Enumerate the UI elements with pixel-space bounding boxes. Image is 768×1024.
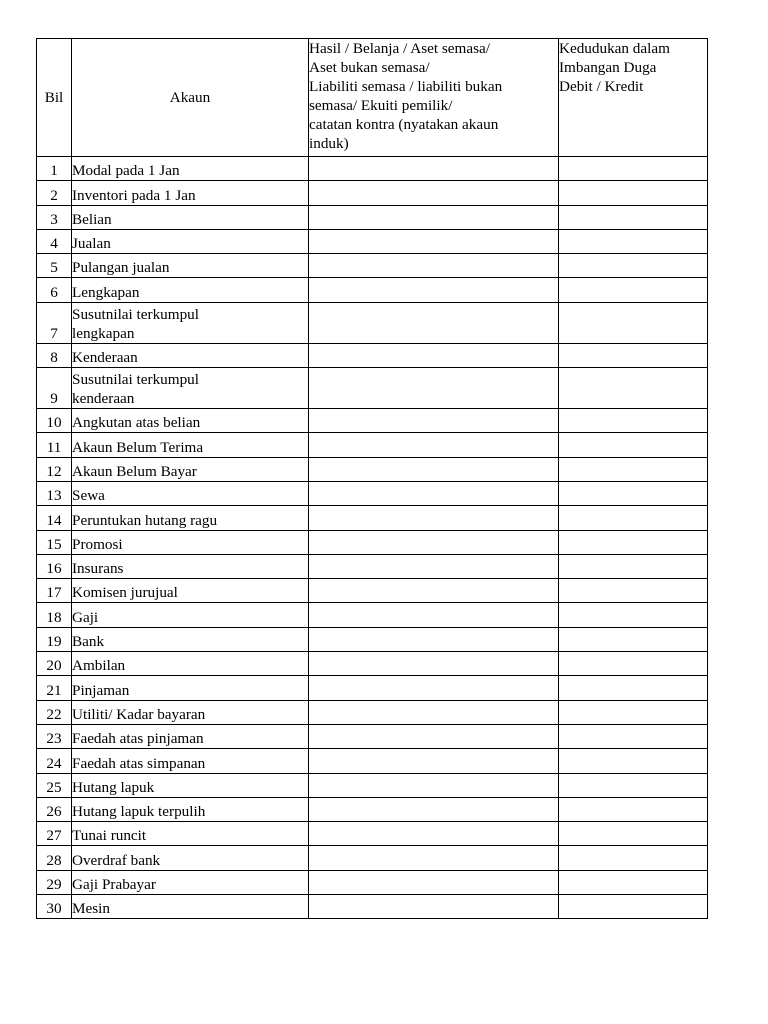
classification-cell[interactable] <box>309 457 559 481</box>
row-number: 7 <box>37 302 72 343</box>
account-name: Faedah atas pinjaman <box>72 724 309 748</box>
account-name: Bank <box>72 627 309 651</box>
table-header-row <box>37 39 708 157</box>
row-number: 29 <box>37 870 72 894</box>
account-name: Utiliti/ Kadar bayaran <box>72 700 309 724</box>
row-number: 19 <box>37 627 72 651</box>
row-number: 10 <box>37 409 72 433</box>
classification-cell[interactable] <box>309 530 559 554</box>
account-name: Hutang lapuk <box>72 773 309 797</box>
debit-credit-cell[interactable] <box>559 700 708 724</box>
table-row <box>37 579 708 603</box>
classification-cell[interactable] <box>309 700 559 724</box>
classification-cell[interactable] <box>309 579 559 603</box>
classification-cell[interactable] <box>309 554 559 578</box>
debit-credit-cell[interactable] <box>559 724 708 748</box>
table-row <box>37 481 708 505</box>
row-number: 6 <box>37 278 72 302</box>
classification-cell[interactable] <box>309 368 559 409</box>
table-row <box>37 457 708 481</box>
table-row <box>37 700 708 724</box>
table-row <box>37 895 708 919</box>
row-number: 30 <box>37 895 72 919</box>
debit-credit-cell[interactable] <box>559 895 708 919</box>
debit-credit-cell[interactable] <box>559 302 708 343</box>
debit-credit-cell[interactable] <box>559 870 708 894</box>
account-name: Tunai runcit <box>72 822 309 846</box>
debit-credit-cell[interactable] <box>559 506 708 530</box>
table-row <box>37 724 708 748</box>
account-name: Angkutan atas belian <box>72 409 309 433</box>
table-row <box>37 870 708 894</box>
debit-credit-cell[interactable] <box>559 652 708 676</box>
table-row <box>37 302 708 343</box>
table-row <box>37 603 708 627</box>
classification-cell[interactable] <box>309 773 559 797</box>
row-number: 20 <box>37 652 72 676</box>
classification-cell[interactable] <box>309 797 559 821</box>
debit-credit-cell[interactable] <box>559 773 708 797</box>
account-name: Akaun Belum Terima <box>72 433 309 457</box>
row-number: 4 <box>37 229 72 253</box>
table-row <box>37 627 708 651</box>
table-row <box>37 676 708 700</box>
classification-cell[interactable] <box>309 652 559 676</box>
classification-cell[interactable] <box>309 846 559 870</box>
table-row <box>37 409 708 433</box>
row-number: 3 <box>37 205 72 229</box>
row-number: 22 <box>37 700 72 724</box>
table-row <box>37 652 708 676</box>
account-name: Gaji Prabayar <box>72 870 309 894</box>
table-row <box>37 530 708 554</box>
debit-credit-cell[interactable] <box>559 368 708 409</box>
classification-cell[interactable] <box>309 895 559 919</box>
classification-cell[interactable] <box>309 724 559 748</box>
table-row <box>37 229 708 253</box>
account-name: Kenderaan <box>72 343 309 367</box>
classification-cell[interactable] <box>309 506 559 530</box>
account-name: Promosi <box>72 530 309 554</box>
debit-credit-cell[interactable] <box>559 676 708 700</box>
table-row <box>37 554 708 578</box>
row-number: 13 <box>37 481 72 505</box>
row-number: 2 <box>37 181 72 205</box>
row-number: 14 <box>37 506 72 530</box>
account-name: Pulangan jualan <box>72 254 309 278</box>
debit-credit-cell[interactable] <box>559 157 708 181</box>
row-number: 12 <box>37 457 72 481</box>
table-row <box>37 822 708 846</box>
row-number: 17 <box>37 579 72 603</box>
row-number: 26 <box>37 797 72 821</box>
row-number: 24 <box>37 749 72 773</box>
header-akaun: Akaun <box>72 39 309 157</box>
row-number: 9 <box>37 368 72 409</box>
classification-cell[interactable] <box>309 229 559 253</box>
account-name: Inventori pada 1 Jan <box>72 181 309 205</box>
row-number: 15 <box>37 530 72 554</box>
account-name: Susutnilai terkumpul lengkapan <box>72 302 309 343</box>
debit-credit-cell[interactable] <box>559 797 708 821</box>
table-row <box>37 749 708 773</box>
table-row <box>37 506 708 530</box>
debit-credit-cell[interactable] <box>559 409 708 433</box>
debit-credit-cell[interactable] <box>559 627 708 651</box>
row-number: 5 <box>37 254 72 278</box>
classification-cell[interactable] <box>309 254 559 278</box>
classification-cell[interactable] <box>309 343 559 367</box>
table-row <box>37 846 708 870</box>
account-name: Akaun Belum Bayar <box>72 457 309 481</box>
account-name: Susutnilai terkumpul kenderaan <box>72 368 309 409</box>
account-name: Ambilan <box>72 652 309 676</box>
row-number: 27 <box>37 822 72 846</box>
table-row <box>37 343 708 367</box>
debit-credit-cell[interactable] <box>559 749 708 773</box>
classification-cell[interactable] <box>309 409 559 433</box>
debit-credit-cell[interactable] <box>559 205 708 229</box>
classification-cell[interactable] <box>309 205 559 229</box>
debit-credit-cell[interactable] <box>559 846 708 870</box>
debit-credit-cell[interactable] <box>559 554 708 578</box>
classification-cell[interactable] <box>309 302 559 343</box>
table-row <box>37 797 708 821</box>
row-number: 11 <box>37 433 72 457</box>
classification-cell[interactable] <box>309 627 559 651</box>
table-row <box>37 157 708 181</box>
debit-credit-cell[interactable] <box>559 822 708 846</box>
account-name: Gaji <box>72 603 309 627</box>
account-name: Hutang lapuk terpulih <box>72 797 309 821</box>
debit-credit-cell[interactable] <box>559 433 708 457</box>
account-name: Pinjaman <box>72 676 309 700</box>
debit-credit-cell[interactable] <box>559 603 708 627</box>
classification-cell[interactable] <box>309 749 559 773</box>
row-number: 16 <box>37 554 72 578</box>
row-number: 25 <box>37 773 72 797</box>
row-number: 18 <box>37 603 72 627</box>
debit-credit-cell[interactable] <box>559 481 708 505</box>
account-name: Lengkapan <box>72 278 309 302</box>
classification-cell[interactable] <box>309 676 559 700</box>
table-row <box>37 773 708 797</box>
debit-credit-cell[interactable] <box>559 343 708 367</box>
classification-cell[interactable] <box>309 278 559 302</box>
row-number: 1 <box>37 157 72 181</box>
row-number: 28 <box>37 846 72 870</box>
table-row <box>37 205 708 229</box>
classification-cell[interactable] <box>309 157 559 181</box>
account-name: Mesin <box>72 895 309 919</box>
debit-credit-cell[interactable] <box>559 181 708 205</box>
header-trial-balance-position: Kedudukan dalam Imbangan Duga Debit / Kredit <box>559 39 708 157</box>
account-name: Sewa <box>72 481 309 505</box>
table-row <box>37 368 708 409</box>
account-classification-table <box>36 38 708 919</box>
debit-credit-cell[interactable] <box>559 254 708 278</box>
row-number: 21 <box>37 676 72 700</box>
header-bil: Bil <box>37 39 72 157</box>
account-name: Overdraf bank <box>72 846 309 870</box>
table-row <box>37 433 708 457</box>
table-row <box>37 181 708 205</box>
row-number: 23 <box>37 724 72 748</box>
account-name: Insurans <box>72 554 309 578</box>
classification-cell[interactable] <box>309 603 559 627</box>
table-row <box>37 278 708 302</box>
account-name: Modal pada 1 Jan <box>72 157 309 181</box>
classification-cell[interactable] <box>309 822 559 846</box>
debit-credit-cell[interactable] <box>559 457 708 481</box>
debit-credit-cell[interactable] <box>559 530 708 554</box>
debit-credit-cell[interactable] <box>559 229 708 253</box>
table-row <box>37 254 708 278</box>
row-number: 8 <box>37 343 72 367</box>
debit-credit-cell[interactable] <box>559 579 708 603</box>
account-name: Faedah atas simpanan <box>72 749 309 773</box>
debit-credit-cell[interactable] <box>559 278 708 302</box>
account-name: Peruntukan hutang ragu <box>72 506 309 530</box>
table-body <box>37 157 708 919</box>
account-name: Komisen jurujual <box>72 579 309 603</box>
header-classification: Hasil / Belanja / Aset semasa/ Aset bukan semasa/ Liabiliti semasa / liabiliti bukan semasa/ Ekuiti pemilik/ catatan kontra (nyatakan akaun induk) <box>309 39 559 157</box>
classification-cell[interactable] <box>309 481 559 505</box>
classification-cell[interactable] <box>309 433 559 457</box>
account-name: Jualan <box>72 229 309 253</box>
classification-cell[interactable] <box>309 181 559 205</box>
classification-cell[interactable] <box>309 870 559 894</box>
account-name: Belian <box>72 205 309 229</box>
